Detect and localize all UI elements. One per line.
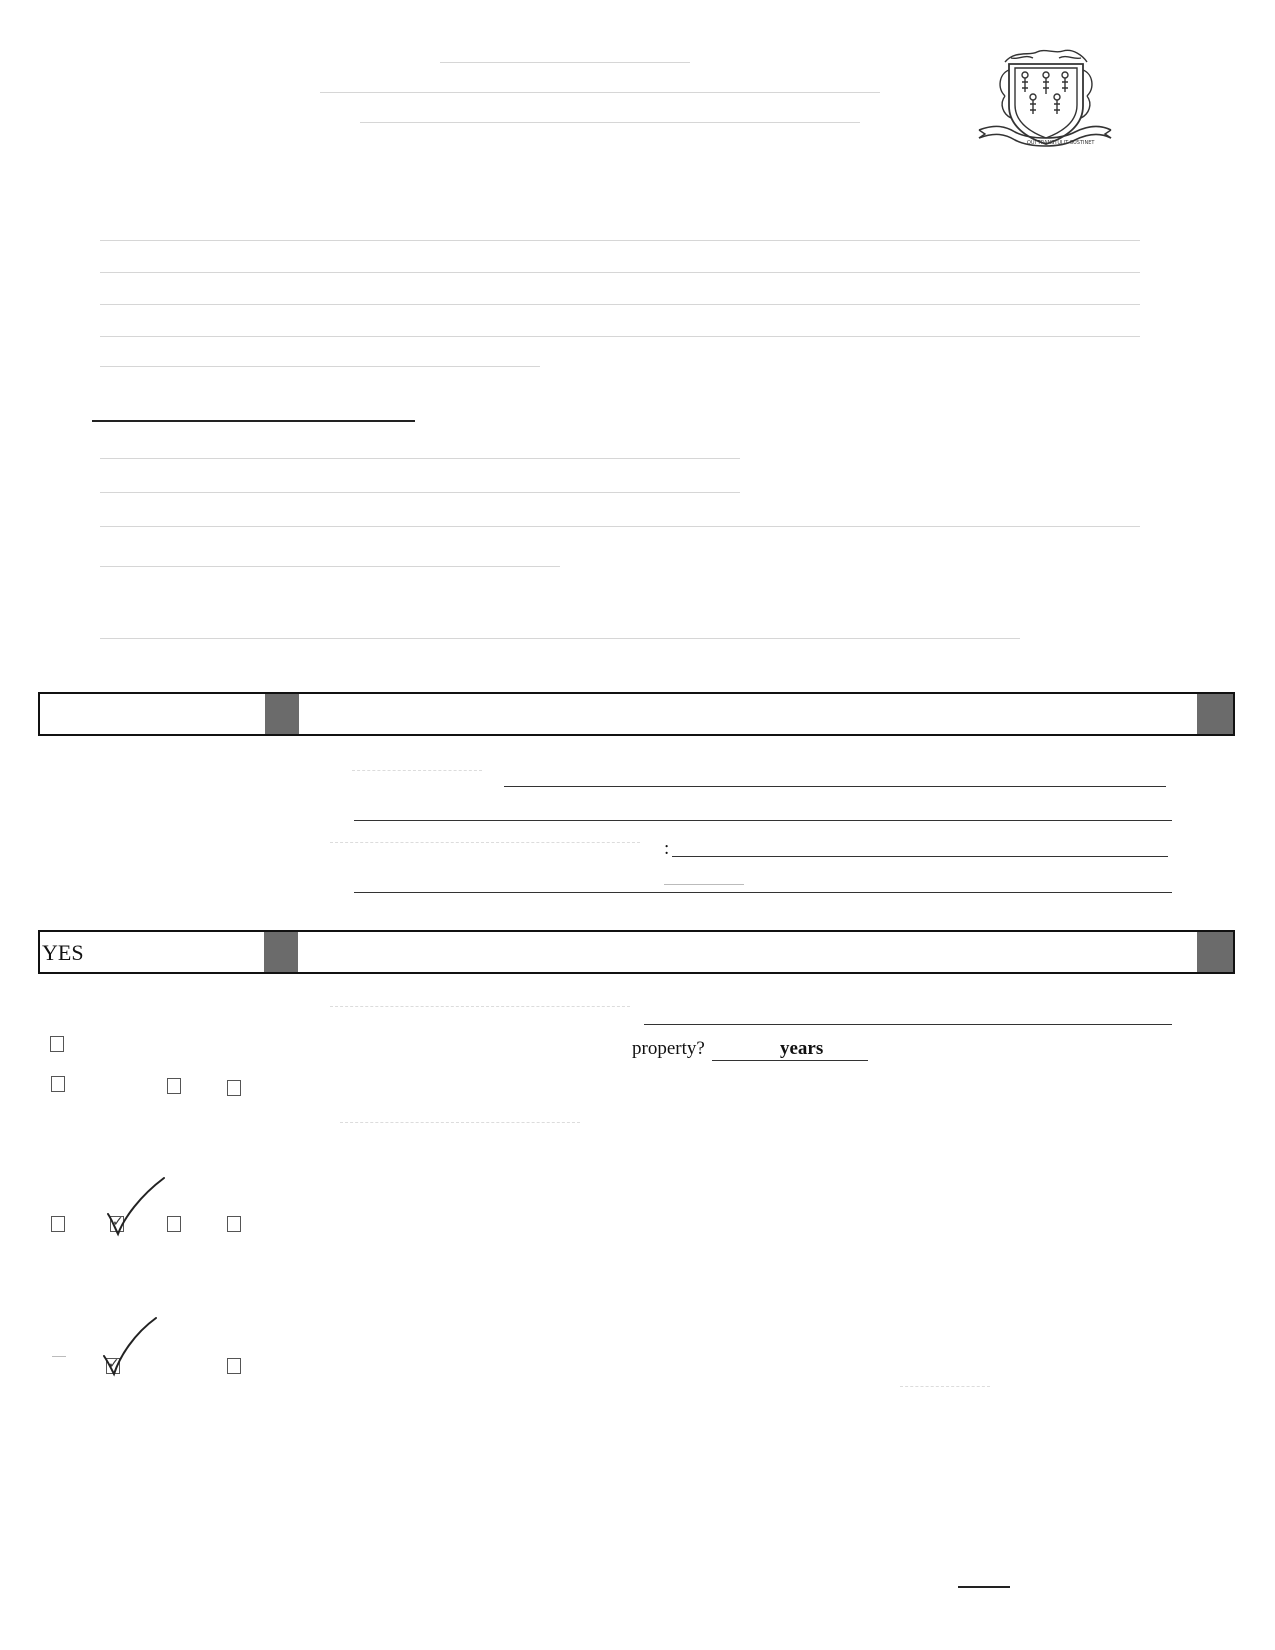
owner-name-field[interactable] xyxy=(504,786,1166,787)
faded-text-line xyxy=(100,240,1140,241)
faded-text-line xyxy=(100,272,1140,273)
handwritten-checkmark-icon xyxy=(100,1176,170,1238)
field-colon: : xyxy=(664,838,670,859)
faded-text-line xyxy=(320,92,880,93)
checkbox-r4-c4[interactable] xyxy=(227,1358,241,1374)
faded-text-line xyxy=(100,492,740,493)
address-field[interactable] xyxy=(354,820,1172,821)
faded-label xyxy=(330,842,640,843)
section-tab-right xyxy=(1197,932,1233,972)
faded-text-line xyxy=(100,458,740,459)
checkbox-r2-c1[interactable] xyxy=(51,1076,65,1092)
section-tab-left xyxy=(264,932,298,972)
checkbox-r1-c1[interactable] xyxy=(50,1036,64,1052)
ownership-question-text: property? xyxy=(632,1038,705,1059)
heading-underline xyxy=(92,420,415,422)
faded-text-line xyxy=(440,62,690,63)
phone-field[interactable] xyxy=(672,856,1168,857)
faded-text-line xyxy=(100,304,1140,305)
section-tab-left xyxy=(265,694,299,734)
email-field[interactable] xyxy=(354,892,1172,893)
faded-label xyxy=(352,770,482,771)
faded-text-line xyxy=(360,122,860,123)
faded-text-line xyxy=(100,566,560,567)
ownership-years-unit: years xyxy=(780,1038,824,1059)
faded-text-line xyxy=(100,638,1020,639)
handwritten-checkmark-icon xyxy=(98,1316,162,1378)
state-seal-logo xyxy=(975,48,1115,156)
checkbox-r2-c3[interactable] xyxy=(167,1078,181,1094)
yes-column-label: YES xyxy=(42,940,84,965)
footer-rule xyxy=(958,1586,1010,1588)
checkbox-r2-c4[interactable] xyxy=(227,1080,241,1096)
faded-text-line xyxy=(100,526,1140,527)
ownership-years-field[interactable] xyxy=(712,1060,868,1061)
section-tab-right xyxy=(1197,694,1233,734)
checkbox-r3-c1[interactable] xyxy=(51,1216,65,1232)
faded-question xyxy=(340,1122,580,1123)
svg-text:QUI TRANSTULIT SUSTINET: QUI TRANSTULIT SUSTINET xyxy=(1027,140,1095,146)
faded-question xyxy=(330,1006,630,1007)
check-mark-icon: ✓ xyxy=(112,1214,124,1230)
faded-label xyxy=(664,884,744,885)
faded-text-line xyxy=(100,336,1140,337)
answer-field-1[interactable] xyxy=(644,1024,1172,1025)
section-header-bar-1 xyxy=(38,692,1235,736)
checkbox-r3-c4[interactable] xyxy=(227,1216,241,1232)
section-header-bar-2 xyxy=(38,930,1235,974)
faded-question xyxy=(900,1386,990,1387)
faded-text-line xyxy=(100,366,540,367)
check-mark-icon: ✓ xyxy=(108,1356,120,1372)
faint-dash-mark xyxy=(52,1356,66,1357)
